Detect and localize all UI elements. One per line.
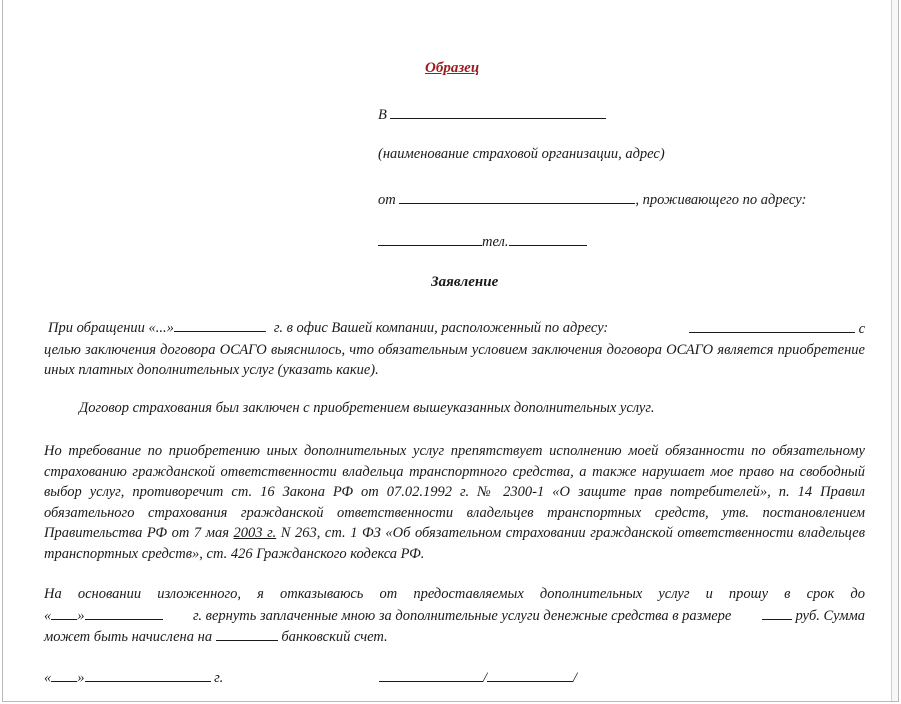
date-suffix: г. (214, 670, 224, 686)
document-page (2, 0, 899, 702)
phone-line (378, 231, 587, 251)
p4-quote-close: » (77, 607, 85, 624)
org-hint: (наименование страховой организации, адрес) (378, 146, 665, 162)
p4-amount-blank[interactable] (762, 605, 792, 620)
paragraph-3 (44, 441, 865, 564)
date-quote-close: » (77, 670, 85, 686)
p4-account-suffix: банковский счет. (281, 629, 388, 645)
p1-start: При обращении «...» (48, 320, 174, 336)
to-prefix: В (378, 107, 387, 123)
recipient-blank[interactable] (390, 104, 606, 119)
p3-text-end: N 263, ст. 1 ФЗ «Об обязательном страховании гражданской ответственности владельцев транспортных средств», ст. 426 Гражданского кодекса РФ. (44, 525, 866, 562)
sender-line (378, 189, 806, 209)
p4-line-1: На основании изложенного, я отказываюсь от предоставляемых дополнительных услуг и прошу в срок до (44, 586, 865, 602)
phone-label: тел. (482, 234, 509, 250)
p4-middle: г. вернуть заплаченные мною за дополнительные услуги денежные средства в размере (192, 607, 732, 624)
paragraph-2: Договор страхования был заключен с приобретением вышеуказанных дополнительных услуг. (79, 400, 655, 416)
paragraph-4 (44, 584, 865, 648)
p4-quote-open: « (44, 607, 52, 624)
phone-blank[interactable] (509, 231, 587, 246)
p4-currency: руб. Сумма (795, 607, 865, 624)
signature-blank[interactable] (379, 667, 483, 682)
recipient-line (378, 104, 606, 124)
p4-line-2 (44, 605, 865, 627)
address-blank[interactable] (378, 231, 482, 246)
p1-date-blank[interactable] (174, 317, 266, 332)
p1-rest: целью заключения договора ОСАГО выяснилось, что обязательным условием заключения договора ОСАГО является приобретение иных платных дополнительных услуг (указать какие). (44, 341, 865, 378)
p1-middle: г. в офис Вашей компании, расположенный по адресу: (273, 320, 609, 336)
residing-text: , проживающего по адресу: (635, 192, 807, 208)
p3-text: Но требование по приобретению иных дополнительных услуг препятствует исполнению моей обязанности по обязательному страхованию гражданской ответственности владельца транспортного средства, а также нарушает мое право на свободный выбор услуг, противоречит ст. 16 Закона РФ от 07.02.1992 г. № 2300-1 «О защите прав потребителей», п. 14 Правил обязательного страхования гражданской ответственности владельцев транспортных средств, утв. постановлением Правительства РФ от 7 мая (44, 443, 865, 541)
document-title: Образец (425, 60, 480, 76)
date-day-blank[interactable] (51, 667, 77, 682)
date-quote-open: « (44, 670, 52, 686)
paragraph-1 (44, 317, 865, 381)
p4-day-blank[interactable] (51, 605, 77, 620)
date-signature-line (44, 667, 223, 687)
p4-month-blank[interactable] (85, 605, 163, 620)
signature-line (379, 667, 577, 687)
page-edge (891, 0, 898, 701)
p1-address-blank[interactable] (689, 318, 855, 333)
date-month-blank[interactable] (85, 667, 211, 682)
p4-line-3 (44, 626, 865, 648)
p3-year[interactable]: 2003 г. (233, 525, 277, 541)
signature-slash-2: / (573, 670, 578, 686)
signature-name-blank[interactable] (487, 667, 573, 682)
from-prefix: от (378, 192, 396, 208)
sender-blank[interactable] (399, 189, 635, 204)
p4-account-blank[interactable] (216, 626, 278, 641)
p4-account-prefix: может быть начислена на (44, 629, 213, 645)
signature-slash-1: / (483, 670, 488, 686)
statement-heading: Заявление (431, 274, 499, 290)
p1-end: с (858, 321, 865, 337)
